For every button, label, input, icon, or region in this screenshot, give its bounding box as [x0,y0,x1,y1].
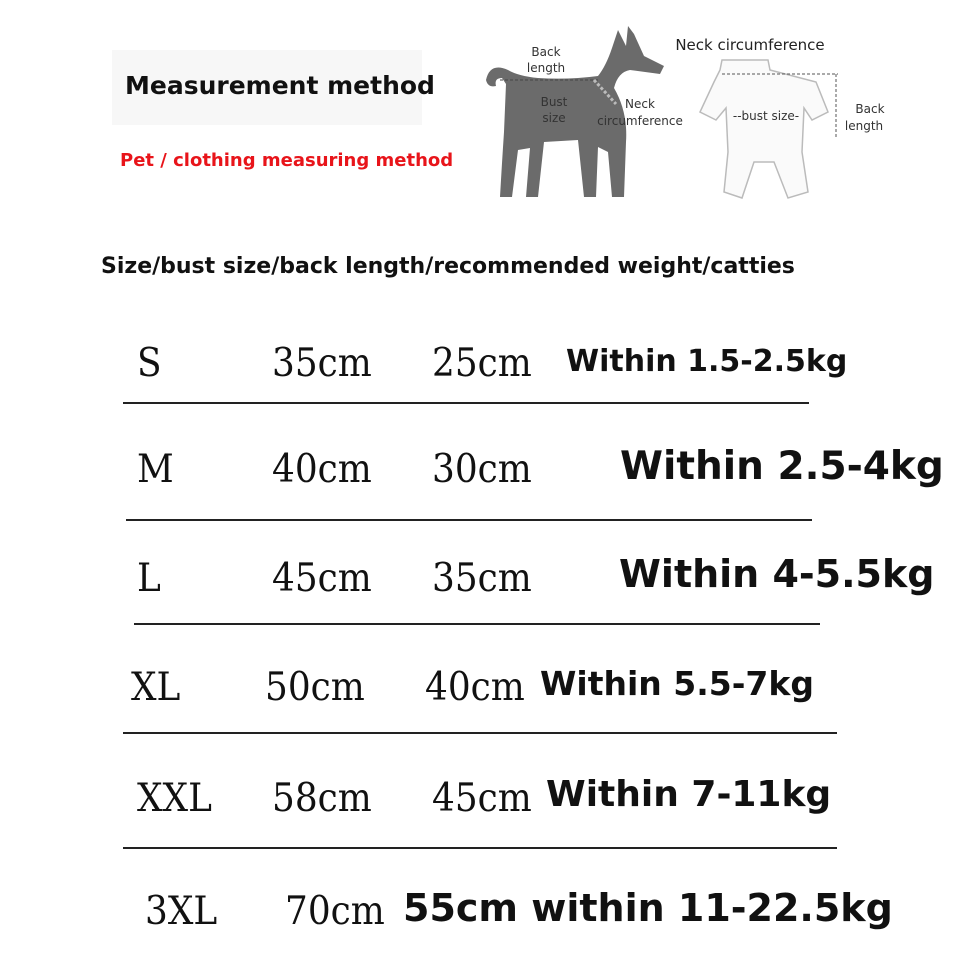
back-cell: 45cm [432,776,532,821]
bust-cell: 45cm [272,556,372,601]
weight-cell: Within 5.5-7kg [540,664,814,703]
dog-neck-label-2: circumference [597,114,683,128]
dog-neck-label-1: Neck [625,97,655,111]
bust-cell: 35cm [272,341,372,386]
garment-back-label-1: Back [855,102,885,116]
bust-cell: 58cm [272,776,372,821]
weight-cell: Within 7-11kg [546,774,832,815]
dog-bust-label-1: Bust [540,95,568,109]
dog-back-length-label-2: length [526,61,566,75]
size-table-header: Size/bust size/back length/recommended weight/catties [101,254,795,279]
dog-bust-label-2: size [542,111,566,125]
garment-neck-label: Neck circumference [675,36,825,54]
row-divider [123,732,837,734]
bust-cell: 50cm [265,665,365,710]
weight-cell: Within 1.5-2.5kg [566,344,848,379]
row-divider [123,402,809,404]
page-subtitle: Pet / clothing measuring method [120,150,454,171]
row-divider [123,847,837,849]
size-cell: 3XL [145,889,218,934]
size-cell: XL [131,665,181,710]
back-cell: 25cm [432,341,532,386]
back-weight-cell: 55cm within 11-22.5kg [403,886,893,930]
size-cell: S [137,341,162,386]
back-cell: 35cm [432,556,532,601]
size-cell: M [137,447,174,492]
dog-back-length-label-1: Back [531,45,561,59]
bust-cell: 70cm [285,889,385,934]
row-divider [134,623,820,625]
size-cell: L [137,556,161,601]
weight-cell: Within 2.5-4kg [620,444,944,489]
size-cell: XXL [137,776,212,821]
bust-cell: 40cm [272,447,372,492]
garment-bust-label: --bust size- [732,109,800,123]
back-cell: 30cm [432,447,532,492]
back-cell: 40cm [425,665,525,710]
page-title: Measurement method [125,71,435,100]
weight-cell: Within 4-5.5kg [619,552,935,596]
garment-illustration [700,60,828,198]
measurement-diagram [478,22,898,212]
row-divider [126,519,812,521]
dog-illustration [486,26,664,197]
garment-back-label-2: length [844,119,884,133]
